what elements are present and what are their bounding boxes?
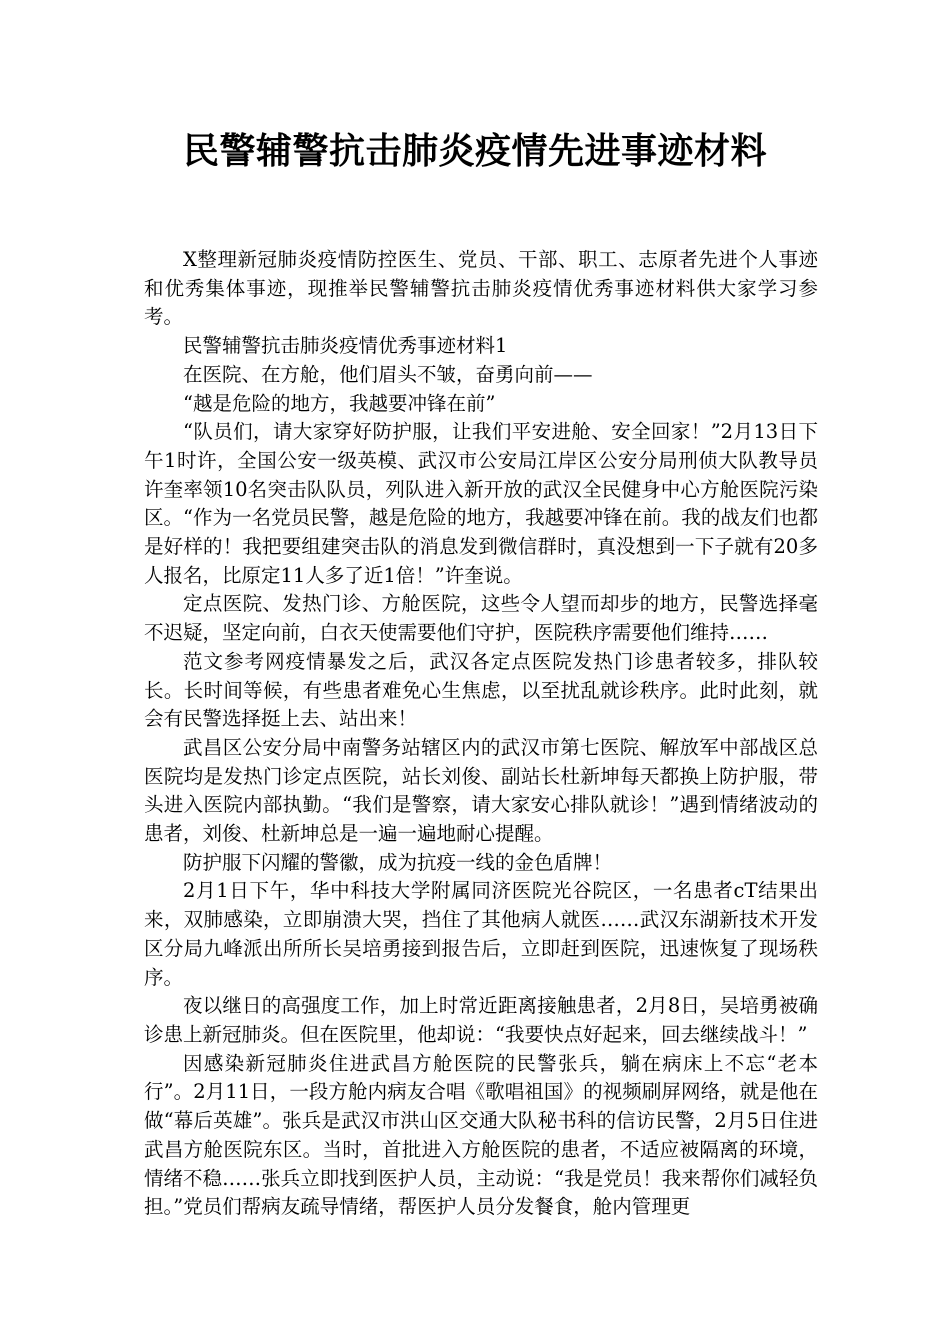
paragraph: 夜以继日的高强度工作，加上时常近距离接触患者，2月8日，吴培勇被确诊患上新冠肺炎。但在医院里，他却说：“我要快点好起来，回去继续战斗！” bbox=[144, 994, 818, 1046]
paragraph: “队员们，请大家穿好防护服，让我们平安进舱、安全回家！”2月13日下午1时许，全国公安一级英模、武汉市公安局江岸区公安分局刑侦大队教导员许奎率领10名突击队队员，列队进入新开放的武汉全民健身中心方舱医院污染区。“作为一名党员民警，越是危险的地方，我越要冲锋在前。我的战友们也都是好样的！我把要组建突击队的消息发到微信群时，真没想到一下子就有20多人报名，比原定11人多了近1倍！”许奎说。 bbox=[144, 420, 818, 587]
paragraph-intro: X整理新冠肺炎疫情防控医生、党员、干部、职工、志原者先进个人事迹和优秀集体事迹，现推举民警辅警抗击肺炎疫情优秀事迹材料供大家学习参考。 bbox=[144, 248, 818, 329]
paragraph: 武昌区公安分局中南警务站辖区内的武汉市第七医院、解放军中部战区总医院均是发热门诊定点医院，站长刘俊、副站长杜新坤每天都换上防护服，带头进入医院内部执勤。“我们是警察，请大家安心排队就诊！”遇到情绪波动的患者，刘俊、杜新坤总是一遍一遍地耐心提醒。 bbox=[144, 735, 818, 846]
document-title: 民警辅警抗击肺炎疫情先进事迹材料 bbox=[182, 131, 767, 172]
document-body bbox=[144, 246, 818, 1222]
paragraph-subtitle: 民警辅警抗击肺炎疫情优秀事迹材料1 bbox=[183, 334, 508, 358]
paragraph: 防护服下闪耀的警徽，成为抗疫一线的金色盾牌！ bbox=[183, 850, 613, 874]
paragraph: 范文参考网疫情暴发之后，武汉各定点医院发热门诊患者较多，排队较长。长时间等候，有些患者难免心生焦虑，以至扰乱就诊秩序。此时此刻，就会有民警选择挺上去、站出来！ bbox=[144, 649, 818, 731]
paragraph: 2月1日下午，华中科技大学附属同济医院光谷院区，一名患者cT结果出来，双肺感染，立即崩溃大哭，挡住了其他病人就医……武汉东湖新技术开发区分局九峰派出所所长吴培勇接到报告后，立即赶到医院，迅速恢复了现场秩序。 bbox=[144, 879, 818, 989]
paragraph-lead: 在医院、在方舱，他们眉头不皱，奋勇向前—— bbox=[183, 362, 593, 386]
paragraph: 因感染新冠肺炎住进武昌方舱医院的民警张兵，躺在病床上不忘“老本行”。2月11日，一段方舱内病友合唱《歌唱祖国》的视频刷屏网络，就是他在做“幕后英雄”。张兵是武汉市洪山区交通大队秘书科的信访民警，2月5日住进武昌方舱医院东区。当时，首批进入方舱医院的患者，不适应被隔离的环境，情绪不稳……张兵立即找到医护人员，主动说：“我是党员！我来帮你们减轻负担。”党员们帮病友疏导情绪，帮医护人员分发餐食，舱内管理更 bbox=[144, 1051, 818, 1219]
paragraph: 定点医院、发热门诊、方舱医院，这些令人望而却步的地方，民警选择毫不迟疑，坚定向前，白衣天使需要他们守护，医院秩序需要他们维持…… bbox=[144, 592, 818, 645]
paragraph-quote-heading: “越是危险的地方，我越要冲锋在前” bbox=[183, 391, 496, 415]
